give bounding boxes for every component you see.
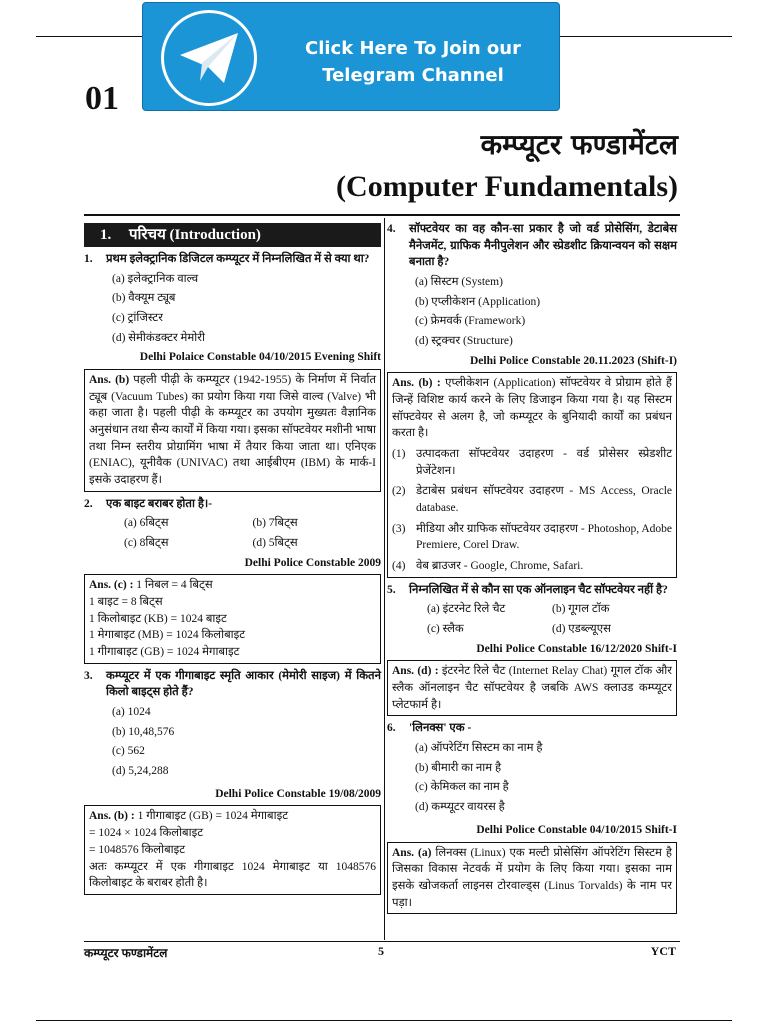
question-source: Delhi Police Constable 2009 (244, 556, 381, 569)
list-text: वेब ब्राउजर - Google, Chrome, Safari. (416, 560, 584, 573)
column-divider (384, 218, 385, 940)
title-rule (84, 214, 680, 216)
question-4 (387, 221, 677, 271)
answer-line: अतः कम्प्यूटर में एक गीगाबाइट 1024 मेगाबाइट या 1048576 किलोबाइट के बराबर होती है। (89, 860, 376, 890)
question-6 (387, 720, 677, 737)
option: (d) स्ट्रक्चर (Structure) (415, 335, 513, 348)
paper-plane-icon (178, 31, 242, 87)
question-source: Delhi Police Constable 20.11.2023 (Shift-I) (470, 354, 677, 367)
banner-line-2: Telegram Channel (322, 65, 504, 86)
answer-label: Ans. (b) (89, 374, 130, 387)
option: (a) इलेक्ट्रानिक वाल्व (112, 272, 199, 285)
option: (b) 10,48,576 (112, 725, 175, 738)
question-number: 1. (84, 253, 93, 265)
question-source: Delhi Police Constable 04/10/2015 Shift-I (476, 823, 677, 836)
answer-line (89, 808, 376, 825)
answer-text: इंटरनेट रिले चैट (Internet Relay Chat) गूगल टॉक और स्लैक ऑनलाइन चैट सॉफ्टवेयर है जबकि AWS क्लाउड कम्प्यूटर प्लेटफार्म है। (392, 665, 673, 711)
question-source: Delhi Polaice Constable 04/10/2015 Evening Shift (139, 351, 381, 364)
option: (d) कम्प्यूटर वायरस है (415, 801, 505, 814)
option-row (84, 535, 381, 552)
answer-box (387, 372, 677, 577)
chapter-number: 01 (85, 80, 119, 117)
answer-box (84, 574, 381, 663)
answer-label: Ans. (b) : (89, 810, 135, 823)
option: (b) वैक्यूम ट्यूब (112, 292, 176, 305)
answer-line: 1 किलोबाइट (KB) = 1024 बाइट (89, 612, 227, 625)
option: (b) एप्लीकेशन (Application) (415, 295, 541, 308)
option: (b) 7बिट्स (252, 517, 298, 530)
question-text: एक बाइट बराबर होता है।- (106, 497, 213, 510)
option-row (387, 601, 677, 618)
answer-box (84, 805, 381, 894)
question-text: निम्नलिखित में से कौन सा एक ऑनलाइन चैट सॉफ्टवेयर नहीं है? (409, 583, 668, 596)
list-text: उत्पादकता सॉफ्टवेयर उदाहरण - वर्ड प्रोसेसर स्प्रेडशीट प्रेजेंटेशन। (416, 448, 672, 477)
section-label: परिचय (Introduction) (129, 227, 261, 243)
question-1 (84, 251, 381, 268)
option: (d) 5बिट्स (252, 537, 298, 550)
left-column (84, 221, 381, 895)
answer-text: 1 गीगाबाइट (GB) = 1024 मेगाबाइट (134, 810, 289, 823)
option: (d) एडब्ल्यूएस (552, 623, 611, 636)
question-text: प्रथम इलेक्ट्रानिक डिजिटल कम्प्यूटर में निम्नलिखित में से क्या था? (106, 253, 370, 265)
option: (a) 6बिट्स (124, 517, 169, 530)
answer-label: Ans. (c) : (89, 579, 134, 592)
answer-text: पहली पीढ़ी के कम्प्यूटर (1942-1955) के निर्माण में निर्वात ट्यूब (Vacuum Tubes) का प्रयोग किया गया जिसे वाल्व (Valve) भी कहा जाता है। पहली पीढ़ी के कम्प्यूटर का उपयोग मुख्यतः वैज्ञानिक अनुसंधान तथा सैन्य कार्यों में किया गया। इसका सॉफ्टवेयर मशीनी भाषा तथा निम्न स्तरीय प्रोग्रामिंग भाषा में तैयार किया जाता था। एनिएक (ENIAC), यूनीवैक (UNIVAC) तथा आईबीएम (IBM) के मार्क-I इसके उदाहरण हैं। (89, 374, 377, 487)
answer-line: 1 गीगाबाइट (GB) = 1024 मेगाबाइट (89, 646, 240, 659)
option: (c) स्लैक (427, 623, 464, 636)
right-column (387, 221, 677, 914)
chapter-title-hindi: कम्प्यूटर फण्डामेंटल (480, 128, 678, 161)
question-text: कम्प्यूटर में एक गीगाबाइट स्मृति आकार (मेमोरी साइज) में कितने किलो बाइट्स होते हैं? (106, 669, 381, 699)
question-text: 'लिनक्स' एक - (409, 722, 472, 735)
option: (a) सिस्टम (System) (415, 276, 503, 289)
question-2 (84, 496, 381, 513)
answer-label: Ans. (b) : (392, 377, 441, 390)
telegram-logo (161, 10, 257, 106)
question-number: 5. (387, 583, 396, 596)
option: (d) सेमीकंडक्टर मेमोरी (112, 331, 205, 344)
chapter-title-english: (Computer Fundamentals) (336, 170, 678, 203)
question-number: 3. (84, 669, 93, 682)
answer-line: = 1048576 किलोबाइट (89, 843, 186, 856)
banner-line-1: Click Here To Join our (305, 38, 521, 59)
option-row (84, 515, 381, 532)
list-number: (4) (392, 560, 406, 573)
option: (c) केमिकल का नाम है (415, 781, 509, 794)
question-5 (387, 582, 677, 599)
answer-line (89, 577, 376, 594)
answer-list-item (392, 521, 672, 554)
question-3 (84, 668, 381, 701)
answer-text: एप्लीकेशन (Application) सॉफ्टवेयर वे प्रोग्राम होते हैं जिन्हें विशिष्ट कार्य करने के लिए डिजाइन किया गया है। यह सिस्टम सॉफ्टवेयर से अलग है, जो कम्प्यूटर के बुनियादी कार्यों का प्रबंधन करता है। (392, 377, 672, 440)
option: (c) 562 (112, 745, 145, 758)
option: (a) ऑपरेटिंग सिस्टम का नाम है (415, 742, 543, 755)
answer-text: 1 निबल = 4 बिट्स (133, 579, 213, 592)
list-number: (2) (392, 485, 406, 498)
list-text: मीडिया और ग्राफिक सॉफ्टवेयर उदाहरण - Photoshop, Adobe Premiere, Corel Draw. (416, 522, 672, 552)
option: (d) 5,24,288 (112, 765, 169, 778)
option: (a) इंटरनेट रिले चैट (427, 603, 506, 616)
answer-list-item (392, 446, 672, 479)
section-heading (84, 223, 381, 247)
answer-box (84, 369, 381, 492)
answer-box (387, 842, 677, 915)
list-number: (1) (392, 448, 406, 461)
option: (c) फ्रेमवर्क (Framework) (415, 315, 526, 328)
answer-box (387, 660, 677, 716)
option: (c) 8बिट्स (124, 537, 169, 550)
answer-list-item (392, 558, 672, 575)
answer-text: लिनक्स (Linux) एक मल्टी प्रोसेसिंग ऑपरेटिंग सिस्टम है जिसका विकास नेटवर्क में प्रयोग के लिए किया गया। इसका नाम इसके खोजकर्ता लाइनस टोरवाल्ड्स (Linus Torvalds) के नाम पर पड़ा। (392, 846, 672, 909)
list-number: (3) (392, 522, 406, 535)
question-source: Delhi Police Constable 16/12/2020 Shift-I (476, 642, 677, 655)
bottom-rule (36, 1020, 732, 1021)
footer-right: YCT (650, 944, 676, 958)
section-number: 1. (100, 227, 112, 243)
answer-line: = 1024 × 1024 किलोबाइट (89, 827, 204, 840)
option: (b) गूगल टॉक (552, 603, 610, 616)
option: (c) ट्रांजिस्टर (112, 312, 163, 325)
answer-line: 1 बाइट = 8 बिट्स (89, 596, 163, 609)
telegram-banner[interactable] (142, 2, 560, 111)
footer-left: कम्प्यूटर फण्डामेंटल (84, 946, 168, 960)
answer-line: 1 मेगाबाइट (MB) = 1024 किलोबाइट (89, 629, 246, 642)
answer-list-item (392, 483, 672, 516)
answer-label: Ans. (a) (392, 846, 432, 859)
answer-label: Ans. (d) : (392, 665, 439, 678)
option: (b) बीमारी का नाम है (415, 761, 502, 774)
question-source: Delhi Police Constable 19/08/2009 (215, 787, 381, 800)
option: (a) 1024 (112, 706, 151, 719)
question-text: सॉफ्टवेयर का वह कौन-सा प्रकार है जो वर्ड प्रोसेसिंग, डेटाबेस मैनेजमेंट, ग्राफिक मैनीपुलेशन और स्प्रेडशीट क्रियान्वयन को सक्षम बनाता है? (409, 223, 677, 269)
list-text: डेटाबेस प्रबंधन सॉफ्टवेयर उदाहरण - MS Access, Oracle database. (416, 485, 672, 515)
page-number: 5 (378, 944, 384, 958)
footer-rule (84, 941, 680, 942)
question-number: 6. (387, 722, 396, 735)
question-number: 4. (387, 223, 396, 235)
question-number: 2. (84, 497, 93, 510)
option-row (387, 621, 677, 638)
